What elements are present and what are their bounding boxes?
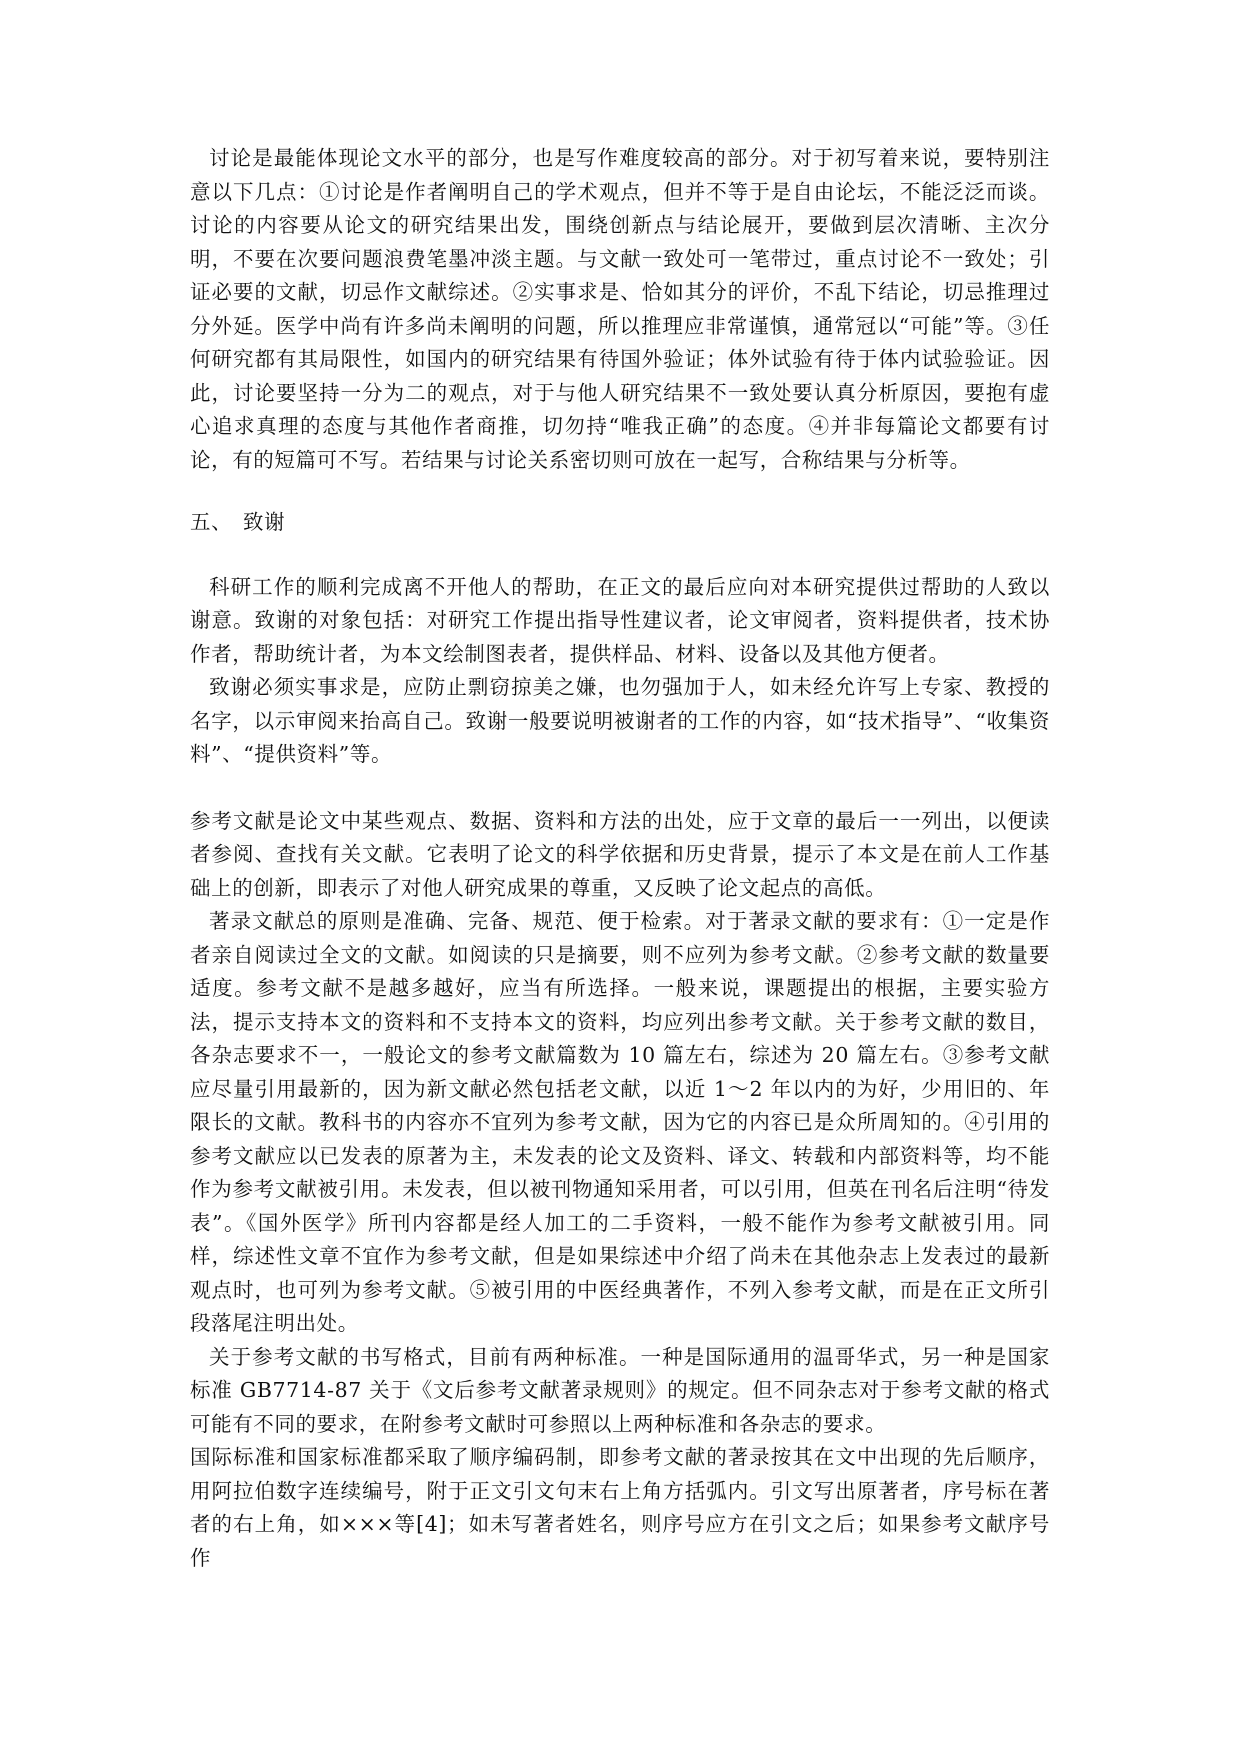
paragraph-references-1: 参考文献是论文中某些观点、数据、资料和方法的出处，应于文章的最后一一列出，以便读者参阅、查找有关文献。它表明了论文的科学依据和历史背景，提示了本文是在前人工作基础上的创新，即表示了对他人研究成果的尊重，又反映了论文起点的高低。 — [190, 808, 1050, 900]
section-number: 五、 — [190, 510, 233, 534]
paragraph-acknowledgement-2: 致谢必须实事求是，应防止剽窃掠美之嫌，也勿强加于人，如未经允许写上专家、教授的名字，以示审阅来抬高自己。致谢一般要说明被谢者的工作的内容，如“技术指导”、“收集资料”、“提供资料”等。 — [190, 675, 1050, 766]
paragraph-references-3: 关于参考文献的书写格式，目前有两种标准。一种是国际通用的温哥华式，另一种是国家标准 GB7714-87 关于《文后参考文献著录规则》的规定。但不同杂志对于参考文献的格式可能有不同的要求，在附参考文献时可参照以上两种标准和各杂志的要求。 — [190, 1344, 1050, 1436]
document-body — [190, 142, 1050, 1575]
paragraph-references-2: 著录文献总的原则是准确、完备、规范、便于检索。对于著录文献的要求有：①一定是作者亲自阅读过全文的文献。如阅读的只是摘要，则不应列为参考文献。②参考文献的数量要适度。参考文献不是越多越好，应当有所选择。一般来说，课题提出的根据，主要实验方法，提示支持本文的资料和不支持本文的资料，均应列出参考文献。关于参考文献的数目，各杂志要求不一，一般论文的参考文献篇数为 10 篇左右，综述为 20 篇左右。③参考文献应尽量引用最新的，因为新文献必然包括老文献，以近 1～2 年以内的为好，少用旧的、年限长的文献。教科书的内容亦不宜列为参考文献，因为它的内容已是众所周知的。④引用的参考文献应以已发表的原著为主，未发表的论文及资料、译文、转载和内部资料等，均不能作为参考文献被引用。未发表，但以被刊物通知采用者，可以引用，但英在刊名后注明“待发表”。《国外医学》所刊内容都是经人加工的二手资料，一般不能作为参考文献被引用。同样，综述性文章不宜作为参考文献，但是如果综述中介绍了尚未在其他杂志上发表过的最新观点时，也可列为参考文献。⑤被引用的中医经典著作，不列入参考文献，而是在正文所引段落尾注明出处。 — [190, 909, 1050, 1335]
section-title: 致谢 — [243, 510, 286, 534]
paragraph-references-4: 国际标准和国家标准都采取了顺序编码制，即参考文献的著录按其在文中出现的先后顺序，用阿拉伯数字连续编号，附于正文引文句末右上角方括弧内。引文写出原著者，序号标在著者的右上角，如×××等[4]；如未写著者姓名，则序号应方在引文之后；如果参考文献序号作 — [190, 1445, 1050, 1570]
paragraph-acknowledgement-1: 科研工作的顺利完成离不开他人的帮助，在正文的最后应向对本研究提供过帮助的人致以谢意。致谢的对象包括：对研究工作提出指导性建议者，论文审阅者，资料提供者，技术协作者，帮助统计者，为本文绘制图表者，提供样品、材料、设备以及其他方便者。 — [190, 574, 1050, 666]
paragraph-discussion: 讨论是最能体现论文水平的部分，也是写作难度较高的部分。对于初写着来说，要特别注意以下几点：①讨论是作者阐明自己的学术观点，但并不等于是自由论坛，不能泛泛而谈。讨论的内容要从论文的研究结果出发，围绕创新点与结论展开，要做到层次清晰、主次分明，不要在次要问题浪费笔墨冲淡主题。与文献一致处可一笔带过，重点讨论不一致处；引证必要的文献，切忌作文献综述。②实事求是、恰如其分的评价，不乱下结论，切忌推理过分外延。医学中尚有许多尚未阐明的问题，所以推理应非常谨慎，通常冠以“可能”等。③任何研究都有其局限性，如国内的研究结果有待国外验证；体外试验有待于体内试验验证。因此，讨论要坚持一分为二的观点，对于与他人研究结果不一致处要认真分析原因，要抱有虚心追求真理的态度与其他作者商推，切勿持“唯我正确”的态度。④并非每篇论文都要有讨论，有的短篇可不写。若结果与讨论关系密切则可放在一起写，合称结果与分析等。 — [190, 146, 1050, 472]
section-heading-acknowledgement — [190, 506, 1050, 540]
